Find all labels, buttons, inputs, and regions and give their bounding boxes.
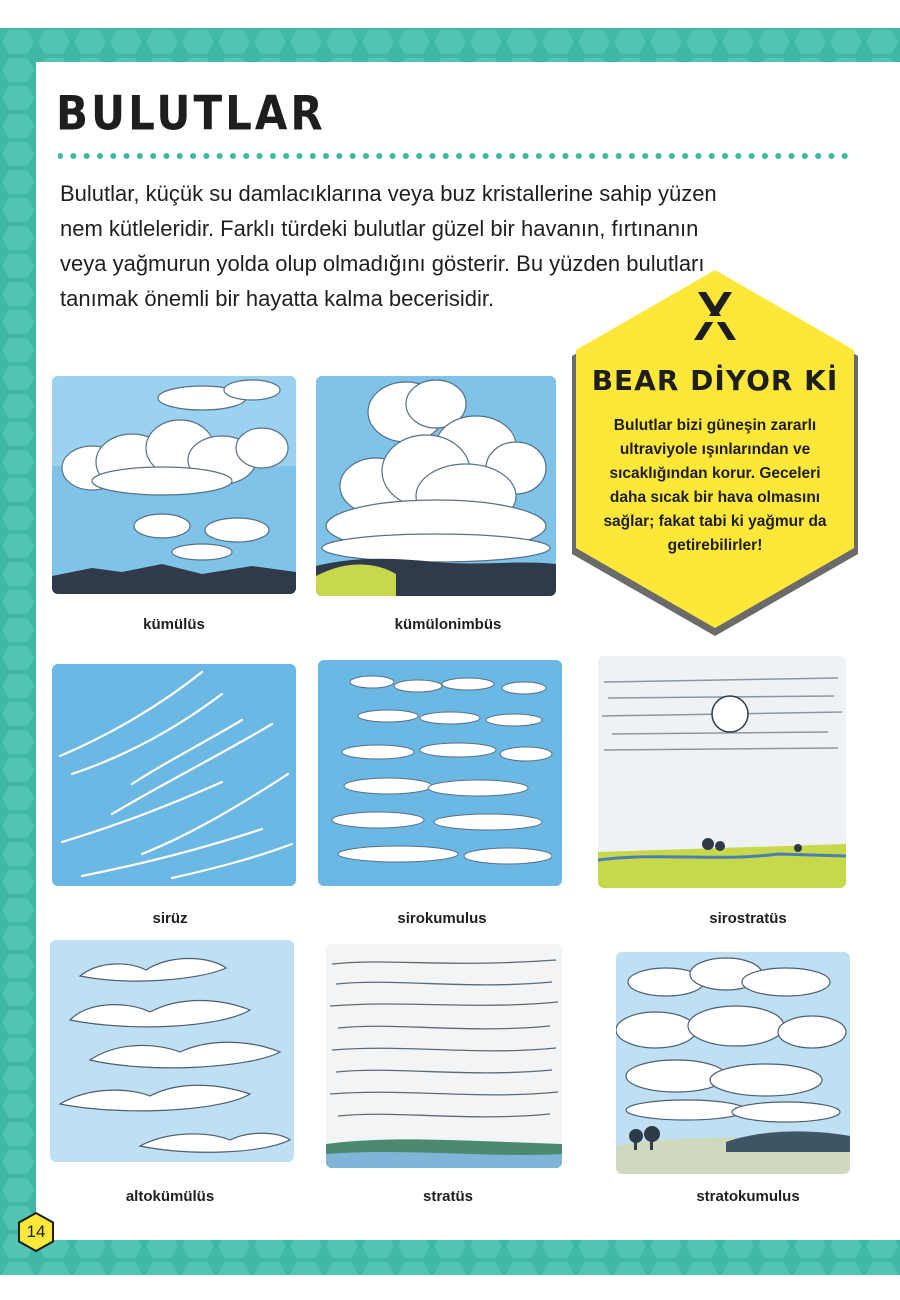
page-title: BULUTLAR bbox=[56, 86, 326, 141]
caption-stratokumulus: stratokumulus bbox=[696, 1188, 800, 1205]
caption-kumulonimbus: kümülonimbüs bbox=[394, 616, 502, 633]
bear-says-text: Bulutlar bizi güneşin zararlı ultraviyole ışınlarından ve sıcaklığından korur. Geceleri daha sıcak bir hava olmasını sağlar; fakat tabi ki yağmur da getirebilirler! bbox=[603, 417, 827, 554]
page-number: 14 bbox=[26, 1222, 46, 1241]
intro-paragraph: Bulutlar, küçük su damlacıklarına veya buz kristallerine sahip yüzen nem kütleleridir. Farklı türdeki bulutlar güzel bir havanın, fırtınanın veya yağmurun yolda olup olmadığını gösterir. Bu yüzden bulutları tanımak önemli bir hayatta kalma becerisidir. bbox=[60, 181, 717, 311]
cirrocumulus-illustration bbox=[318, 660, 562, 886]
caption-kumulus: kümülüs bbox=[143, 616, 205, 633]
caption-sirostratus: sirostratüs bbox=[709, 910, 787, 927]
bear-says-title: BEAR DİYOR Kİ bbox=[591, 364, 839, 397]
bear-says-box bbox=[566, 268, 864, 640]
caption-altokumulus: altokümülüs bbox=[125, 1188, 215, 1205]
dotted-divider bbox=[58, 151, 858, 161]
cirrostratus-illustration bbox=[598, 656, 846, 888]
caption-sirokumulus: sirokumulus bbox=[397, 910, 487, 927]
cumulus-illustration bbox=[52, 376, 296, 594]
cirrus-illustration bbox=[52, 664, 296, 886]
altocumulus-illustration bbox=[50, 940, 294, 1162]
page-number-badge bbox=[16, 1212, 56, 1252]
cumulonimbus-illustration bbox=[316, 376, 556, 596]
caption-siruz: sirüz bbox=[152, 910, 188, 927]
stratus-illustration bbox=[326, 944, 562, 1168]
caption-stratus: stratüs bbox=[422, 1188, 474, 1205]
stratocumulus-illustration bbox=[616, 952, 850, 1174]
